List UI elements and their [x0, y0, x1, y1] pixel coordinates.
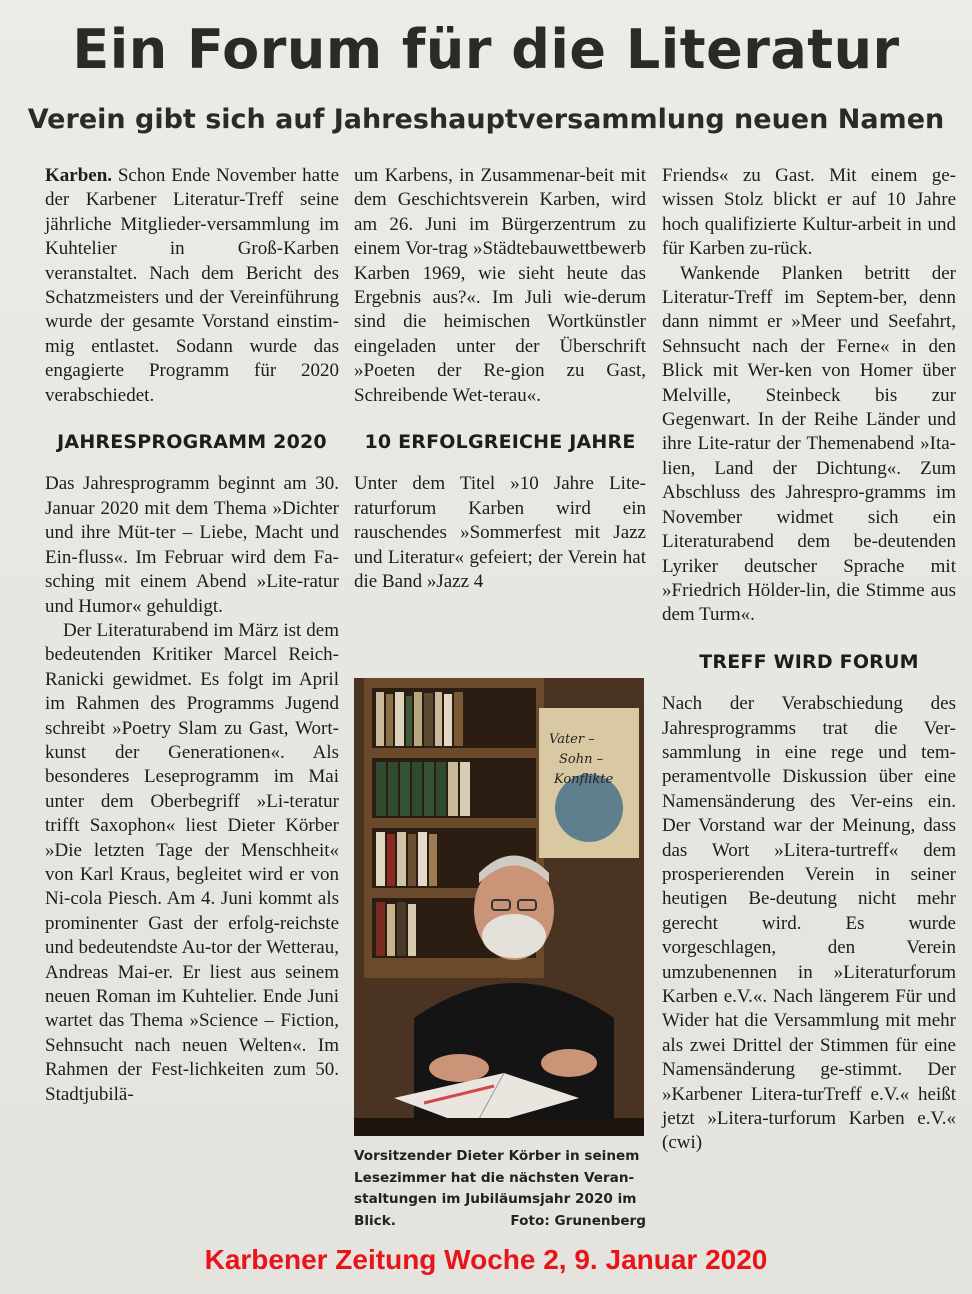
article-column-3	[662, 164, 956, 1156]
photo-caption	[354, 1146, 646, 1232]
dateline: Karben.	[45, 165, 113, 186]
article-subheadline: Verein gibt sich auf Jahreshauptversammlung neuen Namen	[27, 104, 945, 135]
caption-text: Vorsitzender Dieter Körber in seinem Lesezimmer hat die nächsten Veran-staltungen im Jubiläumsjahr 2020 im Blick.	[354, 1148, 640, 1229]
paragraph-intro-text: Schon Ende November hatte der Karbener Literatur-Treff seine jährliche Mitglieder-versammlung im Kuhtelier in Groß-Karben veranstaltet. Nach dem Bericht des Schatzmeisters und der Vereinführung wurde der gesamte Vorstand einstim-mig entlastet. Sodann wurde das engagierte Programm für 2020 verabschiedet.	[45, 165, 339, 406]
svg-text:Konflikte: Konflikte	[554, 772, 614, 787]
paragraph-sommerfest: Unter dem Titel »10 Jahre Lite-raturforum Karben wird ein rauschendes »Sommerfest mit Jazz und Literatur« gefeiert; der Verein hat die Band »Jazz 4	[354, 473, 646, 593]
poster	[539, 708, 639, 858]
photo-credit: Foto: Grunenberg	[510, 1212, 646, 1229]
photo-illustration	[354, 678, 644, 1136]
section-heading-treff-wird-forum: TREFF WIRD FORUM	[699, 650, 919, 673]
section-heading-erfolgreiche-jahre: 10 ERFOLGREICHE JAHRE	[364, 431, 636, 454]
paragraph-wankende-planken: Wankende Planken betritt der Literatur-Treff im Septem-ber, denn dann nimmt er »Meer und Seefahrt, Sehnsucht nach der Ferne« in den Blick mit Wer-ken von Homer über Melville, Steinbeck bis zur Gegenwart. In der Reihe Länder und ihre Lite-ratur der Themenabend »Ita-lien, Land der Dichtung«. Zum Abschluss des Jahrespro-gramms im November widmet sich ein Literaturabend dem be-deutenden Lyriker deutscher Sprache mit »Friedrich Hölder-lin, die Stimme aus dem Turm«.	[662, 262, 956, 626]
section-heading-jahresprogramm: JAHRESPROGRAMM 2020	[57, 431, 327, 454]
svg-text:Vater –: Vater –	[549, 732, 595, 747]
article-photo	[354, 678, 644, 1136]
paragraph-stadtjubilaeum: um Karbens, in Zusammenar-beit mit dem Geschichtsverein Karben, wird am 26. Juni im Bürgerzentrum zu einem Vor-trag »Städtebauwettbewerb Karben 1969, wie sieht heute das Ergebnis aus?«. Im Juli wie-derum sind die heimischen Wortkünstler eingeladen unter der Überschrift »Poeten der Re-gion zu Gast, Schreibende Wet-terau«.	[354, 165, 646, 406]
article-column-1	[45, 164, 339, 1107]
article-headline: Ein Forum für die Literatur	[72, 18, 900, 81]
article-column-2	[354, 164, 646, 595]
paragraph-friends: Friends« zu Gast. Mit einem ge-wissen Stolz blickt er auf 10 Jahre hoch qualifizierte Kultur-arbeit in und für Karben zu-rück.	[662, 165, 956, 260]
paragraph-literaturabend: Der Literaturabend im März ist dem bedeutenden Kritiker Marcel Reich-Ranicki gewidmet. Es folgt im April im Rahmen des Programms Jugend schreibt »Poetry Slam zu Gast, Wort-kunst der Generationen«. Als besonderes Leseprogramm im Mai unter dem Oberbegriff »Li-teratur trifft Saxophon« liest Dieter Körber »Die letzten Tage der Menschheit« von Karl Kraus, begleitet wird er von Ni-cola Piesch. Am 4. Juni kommt als prominenter Gast der erfolg-reichste und bedeutendste Au-tor der Wetterau, Andreas Mai-er. Er liest aus seinem neuen Roman im Kuhtelier. Ende Juni wartet das Thema »Science – Fiction, Sehnsucht nach neuen Welten«. Im Rahmen der Fest-lichkeiten zum 50. Stadtjubilä-	[45, 619, 339, 1105]
paragraph-namensaenderung: Nach der Verabschiedung des Jahresprogramms trat die Ver-sammlung in eine rege und tem-peramentvolle Diskussion über eine Namensänderung des Ver-eins ein. Der Vorstand war der Meinung, dass das Wort »Litera-turtreff« dem prosperierenden Verein in seiner heutigen Be-deutung nicht mehr gerecht wird. Es wurde vorgeschlagen, den Verein umzubenennen in »Literaturforum Karben e.V.«. Nach längerem Für und Wider hat die Versammlung mit mehr als zwei Drittel der Stimmen für eine Namensänderung ge-stimmt. Der »Karbener Litera-turTreff e.V.« heißt jetzt »Litera-turforum Karben e.V.« (cwi)	[662, 693, 956, 1154]
source-line: Karbener Zeitung Woche 2, 9. Januar 2020	[204, 1244, 768, 1275]
svg-text:Sohn –: Sohn –	[559, 752, 604, 767]
paragraph-jahresprogramm: Das Jahresprogramm beginnt am 30. Januar 2020 mit dem Thema »Dichter und ihre Müt-ter – Liebe, Macht und Ein-fluss«. Im Februar wird dem Fa-sching mit einem Abend »Lite-ratur und Humor« gehuldigt.	[45, 473, 339, 617]
paragraph-intro	[45, 164, 339, 408]
